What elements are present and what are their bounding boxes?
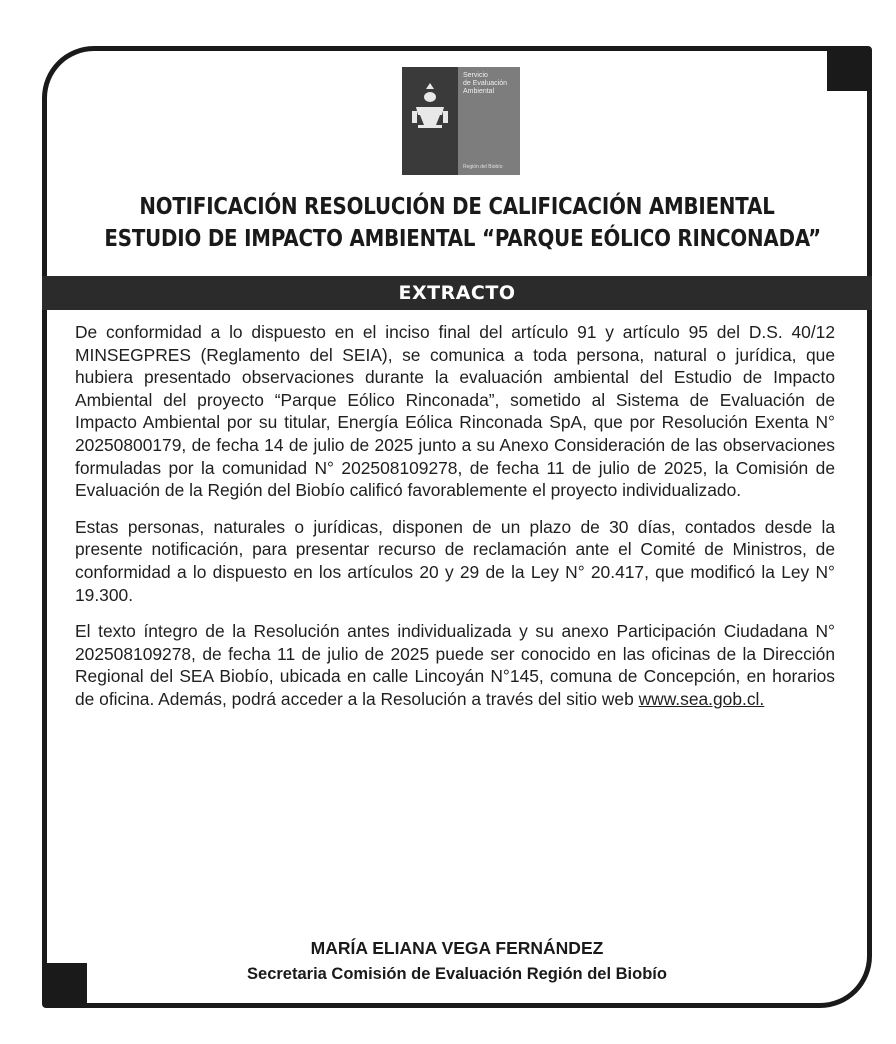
notice-body [75,321,835,725]
paragraph-3 [75,620,835,710]
notice-title [47,191,867,255]
sea-logo [402,67,520,175]
section-label: EXTRACTO [398,282,516,304]
paragraph-1: De conformidad a lo dispuesto en el inciso final del artículo 91 y artículo 95 del D.S. 40/12 MINSEGPRES (Reglamento del SEIA), se comunica a toda persona, natural o jurídica, que hubiera presentado observaciones durante la evaluación ambiental del Estudio de Impacto Ambiental del proyecto “Parque Eólico Rinconada”, sometido al Sistema de Evaluación de Impacto Ambiental por su titular, Energía Eólica Rinconada SpA, que por Resolución Exenta N° 20250800179, de fecha 14 de julio de 2025 junto a su Anexo Consideración de las observaciones formuladas por la comunidad N° 202508109278, de fecha 11 de julio de 2025, la Comisión de Evaluación de la Región del Biobío calificó favorablemente el proyecto individualizado. [75,322,835,501]
signatory-name: MARÍA ELIANA VEGA FERNÁNDEZ [310,938,604,958]
coat-of-arms-icon [402,67,458,175]
signatory-role: Secretaria Comisión de Evaluación Región del Biobío [247,965,667,983]
paragraph-3-text: El texto íntegro de la Resolución antes individualizada y su anexo Participación Ciudadana N° 202508109278, de fecha 11 de julio de 2025 puede ser conocido en las oficinas de la Dirección Regional del SEA Biobío, ubicada en calle Lincoyán N°145, comuna de Concepción, en horarios de oficina. Además, podrá acceder a la Resolución a través del sitio web [75,621,835,709]
logo-text-panel [458,67,520,175]
title-line-1: NOTIFICACIÓN RESOLUCIÓN DE CALIFICACIÓN AMBIENTAL [139,194,775,220]
signature-block [47,935,867,987]
logo-wordmark: Servicio de Evaluación Ambiental [463,72,507,95]
logo-region: Región del Biobío [463,164,503,170]
website-link[interactable]: www.sea.gob.cl. [638,688,765,709]
paragraph-2: Estas personas, naturales o jurídicas, disponen de un plazo de 30 días, contados desde la presente notificación, para presentar recurso de reclamación ante el Comité de Ministros, de conformidad a lo dispuesto en los artículos 20 y 29 de la Ley N° 20.417, que modificó la Ley N° 19.300. [75,516,835,605]
section-band [42,276,872,310]
title-line-2: ESTUDIO DE IMPACTO AMBIENTAL “PARQUE EÓLICO RINCONADA” [104,226,821,252]
logo-emblem-panel [402,67,458,175]
notice-frame [42,46,872,1008]
corner-block-top-right [827,51,867,91]
